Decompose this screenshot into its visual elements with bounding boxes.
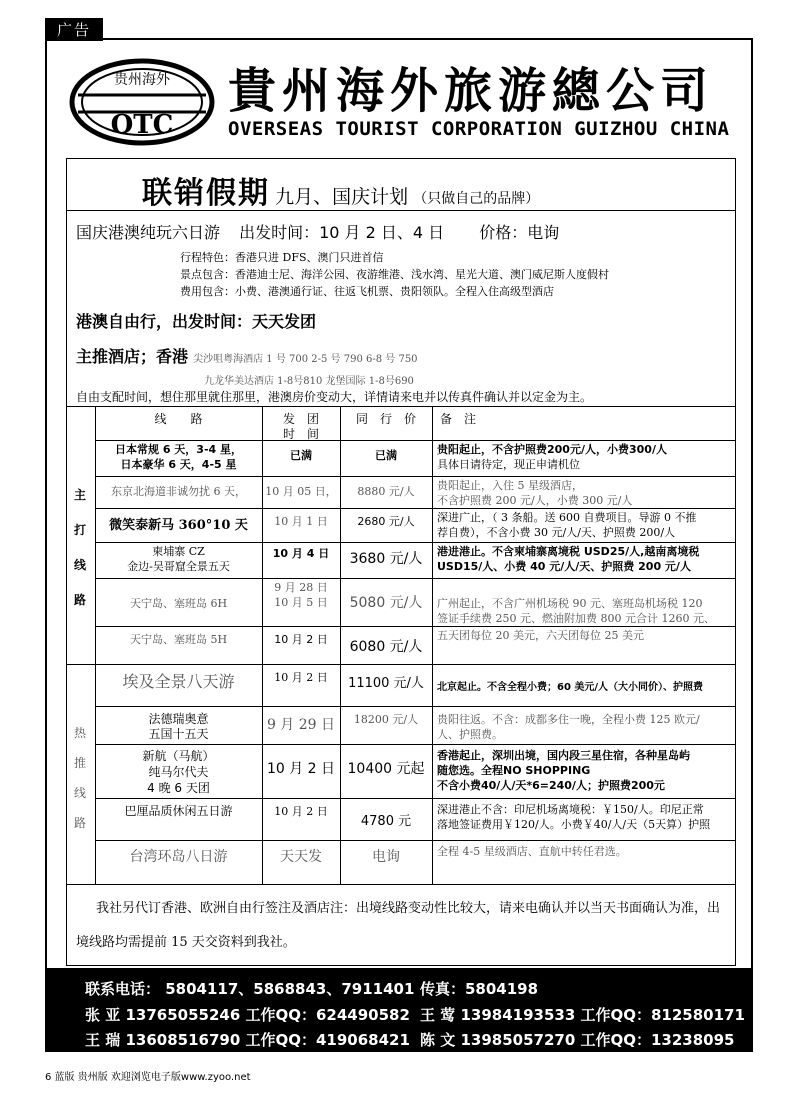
table-row-price: 8880 元/人 [357, 485, 415, 498]
company-name-cn: 貴州海外旅游總公司 [228, 63, 715, 119]
hotel-line [76, 344, 418, 367]
table-row-route: 天宁岛、塞班岛 6H [129, 597, 228, 610]
hk-tour-depart: 出发时间：10 月 2 日、4 日 [239, 223, 445, 242]
th-remark: 备 注 [440, 412, 477, 426]
hotel-line2: 九龙华美达酒店 1-8号810 龙堡国际 1-8号690 [204, 376, 414, 387]
free-trip-note: 自由支配时间，想住那里就住那里，港澳房价变动大，详情请来电并以传真件确认并以定金为主。 [76, 390, 593, 404]
ad-tag: 广告 [45, 18, 103, 41]
th-price: 同 行 价 [355, 412, 416, 426]
hotel-label: 主推酒店；香港 [76, 347, 189, 366]
hk-tour-price: 价格：电询 [479, 223, 560, 242]
table-row-price: 10400 元起 [347, 761, 425, 777]
table-row-date: 10 月 2 日 [274, 633, 328, 646]
th-depart: 发 团 [282, 412, 319, 426]
table-row-route: 埃及全景八天游 [122, 672, 235, 691]
table-row-price: 5080 元/人 [349, 595, 423, 611]
table-row-route: 巴厘品质休闲五日游 [124, 804, 233, 818]
page-footer: 6 蓝版 贵州版 欢迎浏览电子版www.zyoo.net [45, 1072, 251, 1083]
section-main-label [74, 478, 86, 618]
table-row-price: 4780 元 [360, 814, 412, 829]
table-row-remark: 广州起止，不含广州机场税 90 元、塞班岛机场税 120 签证手续费 250 元、燃油附加费 800 元合计 1260 元、 [437, 597, 715, 625]
table-row-price: 电询 [372, 849, 400, 865]
section-hot-label [74, 718, 86, 838]
hk-tour-sights: 景点包含：香港迪士尼、海洋公园、夜游维港、浅水湾、星光大道、澳门威尼斯人度假村 [180, 268, 609, 281]
table-row-date: 10 月 2 日 [274, 671, 328, 684]
table-row-date: 天天发 [280, 849, 322, 865]
table-row-route: 天宁岛、塞班岛 5H [129, 633, 228, 646]
table-row-remark: 贵阳起止，不含护照费200元/人，小费300/人 具体日请待定，现正申请机位 [437, 443, 667, 471]
headline [142, 168, 539, 212]
hotel-line1: 尖沙咀粤海酒店 1 号 700 2-5 号 790 6-8 号 750 [193, 354, 418, 365]
hk-tour-title-line [76, 220, 559, 243]
table-row-route: 台湾环岛八日游 [129, 849, 228, 865]
table-row-route: 日本常规 6 天，3-4 星， 日本豪华 6 天，4-5 星 [114, 443, 242, 471]
table-row-price: 18200 元/人 [353, 713, 419, 726]
table-row-date: 9 月 29 日 [266, 717, 336, 733]
table-row-remark: 北京起止。不含全程小费；60 美元/人（大小同价）、护照费 [437, 682, 704, 693]
section-main-char: 主 [74, 488, 87, 502]
hk-tour-features: 行程特色：香港只进 DFS、澳门只进首信 [180, 251, 384, 264]
section-hot-char: 热 [74, 726, 87, 740]
section-main-char: 打 [74, 523, 87, 537]
contact-footer [45, 968, 753, 1052]
table-row-route: 微笑泰新马 360°10 天 [109, 518, 248, 533]
table-row-date: 10 月 05 日， [265, 485, 337, 498]
free-trip-title: 港澳自由行，出发时间：天天发团 [76, 312, 317, 331]
table-row-route: 东京北海道非诚勿扰 6 天， [111, 485, 246, 498]
section-hot-char: 线 [74, 786, 87, 800]
hk-tour-title: 国庆港澳纯玩六日游 [76, 223, 221, 242]
contact-fax: 传真：5804198 [420, 980, 539, 998]
table-row-remark: 香港起止，深圳出境，国内段三星住宿，各种星岛屿 随您选。全程NO SHOPPING 不含小费40/人/天*6=240/人；护照费200元 [437, 749, 690, 792]
company-name-en: OVERSEAS TOURIST CORPORATION GUIZHOU CHINA [228, 118, 730, 140]
headline-small: （只做自己的品牌） [413, 191, 540, 207]
table-row-remark: 贵阳往返。不含：成都多住一晚，全程小费 125 欧元/ 人、护照费。 [437, 713, 700, 741]
table-row-remark: 深进广止，（ 3 条船。送 600 自费项目。导游 0 不推 荐自费），不含小费 30 元/人/天、护照费 200/人 [437, 511, 697, 539]
table-row-remark: 港进港止。不含柬埔寨离境税 USD25/人,越南离境税 USD15/人、小费 40 元/人/天、护照费 200 元/人 [437, 545, 700, 573]
table-row-price: 已满 [375, 449, 397, 462]
logo-otc-text: OTC [110, 110, 174, 140]
section-hot-char: 推 [74, 756, 87, 770]
table-row-date: 10 月 1 日 [274, 515, 328, 528]
section-main-char: 路 [74, 593, 87, 607]
logo-cn-text: 贵州海外 [114, 72, 170, 88]
section-main-char: 线 [74, 558, 87, 572]
table-row-price: 2680 元/人 [357, 515, 415, 528]
table-row-price: 3680 元/人 [349, 551, 423, 567]
table-row-remark: 贵阳起止，入住 5 星级酒店， 不含护照费 200 元/人，小费 300 元/人 [437, 479, 633, 507]
table-row-route: 新航（马航） 纯马尔代夫 4 晚 6 天团 [142, 749, 215, 795]
otc-logo [68, 57, 216, 147]
table-row-date: 10 月 2 日 [274, 805, 328, 818]
contact-person: 王 莺 13984193533 工作QQ：812580171 [420, 1006, 745, 1024]
table-row-date: 9 月 28 日 10 月 5 日 [274, 581, 328, 609]
headline-mid: 九月、国庆计划 [275, 186, 409, 208]
table-row-remark: 五天团每位 20 美元，六天团每位 25 美元 [437, 629, 644, 642]
contact-person: 陈 文 13985057270 工作QQ：13238095 [420, 1031, 735, 1049]
table-row-date: 10 月 4 日 [272, 547, 330, 560]
table-row-remark: 深进港止不含：印尼机场离境税：￥150/人。印尼正常 落地签证费用￥120/人。小费￥40/人/天（5天算）护照 [437, 803, 711, 831]
table-row-price: 11100 元/人 [348, 676, 424, 691]
table-row-route: 柬埔寨 CZ 金边-吴哥窟全景五天 [127, 545, 230, 573]
contact-person: 王 瑞 13608516790 工作QQ：419068421 [85, 1031, 410, 1049]
contact-person: 张 亚 13765055246 工作QQ：624490582 [85, 1006, 410, 1024]
table-row-price: 6080 元/人 [349, 639, 423, 655]
bottom-note: 我社另代订香港、欧洲自由行签注及酒店注：出境线路变动性比较大，请来电确认并以当天书面确认为准，出境线路均需提前 15 天交资料到我社。 [76, 901, 721, 950]
hk-tour-fees: 费用包含：小费、港澳通行证、往返飞机票、贵阳领队。全程入住高级型酒店 [180, 285, 554, 298]
divider [66, 210, 736, 211]
table-row-remark: 全程 4-5 星级酒店、直航中转任君选。 [437, 845, 627, 858]
table-row-date: 10 月 2 日 [266, 761, 336, 777]
contact-phone: 联系电话： 5804117、5868843、7911401 [85, 980, 415, 998]
table-row-route: 法德瑞奥意 五国十五天 [148, 712, 209, 741]
th-depart-2: 时 间 [282, 427, 319, 441]
headline-big: 联销假期 [142, 176, 270, 211]
th-route: 线 路 [154, 412, 203, 426]
section-hot-char: 路 [74, 816, 87, 830]
table-row-date: 已满 [290, 449, 312, 462]
